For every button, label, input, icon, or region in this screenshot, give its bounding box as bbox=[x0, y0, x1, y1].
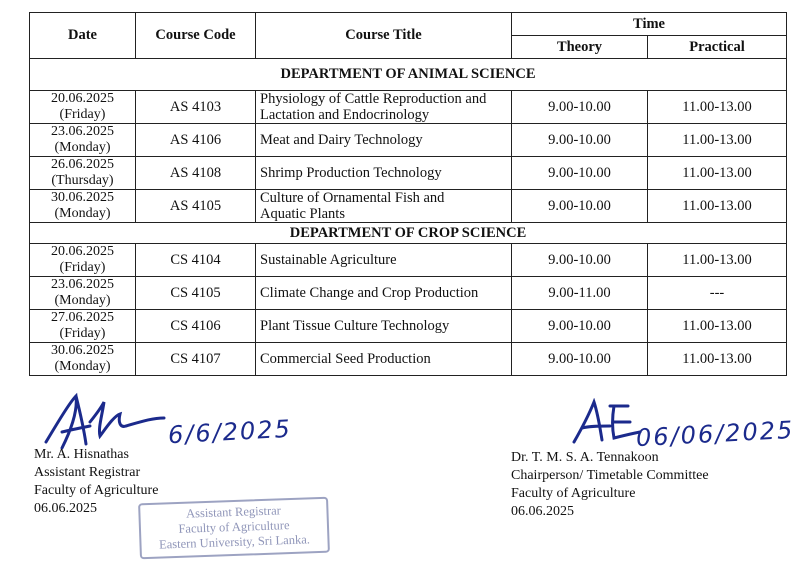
date-text: 27.06.2025 bbox=[51, 310, 114, 325]
day-text: (Friday) bbox=[59, 260, 106, 275]
table-row bbox=[30, 124, 787, 157]
header-theory: Theory bbox=[512, 36, 648, 59]
theory-time-cell: 9.00-10.00 bbox=[512, 190, 648, 223]
department-name: DEPARTMENT OF CROP SCIENCE bbox=[30, 223, 787, 244]
signatory-left-name: Mr. A. Hisnathas bbox=[34, 447, 129, 462]
course-code-cell: CS 4107 bbox=[136, 343, 256, 376]
date-cell bbox=[30, 343, 136, 376]
course-title-cell bbox=[256, 91, 512, 124]
official-stamp bbox=[138, 497, 330, 560]
signatory-right-date: 06.06.2025 bbox=[511, 504, 574, 519]
date-cell bbox=[30, 157, 136, 190]
date-text: 20.06.2025 bbox=[51, 244, 114, 259]
course-title-line1: Climate Change and Crop Production bbox=[260, 285, 479, 301]
header-course-title: Course Title bbox=[256, 13, 512, 59]
course-code-cell: AS 4108 bbox=[136, 157, 256, 190]
date-text: 23.06.2025 bbox=[51, 124, 114, 139]
practical-time-cell: 11.00-13.00 bbox=[648, 157, 787, 190]
course-title-line1: Commercial Seed Production bbox=[260, 351, 431, 367]
course-code-cell: AS 4105 bbox=[136, 190, 256, 223]
course-title-cell bbox=[256, 244, 512, 277]
stamp-line2: Faculty of Agriculture bbox=[178, 518, 290, 536]
date-cell bbox=[30, 91, 136, 124]
theory-time-cell: 9.00-10.00 bbox=[512, 343, 648, 376]
practical-time-cell: 11.00-13.00 bbox=[648, 91, 787, 124]
table-row bbox=[30, 244, 787, 277]
course-title-cell bbox=[256, 310, 512, 343]
day-text: (Friday) bbox=[59, 107, 106, 122]
course-title-cell bbox=[256, 343, 512, 376]
course-title-line1: Sustainable Agriculture bbox=[260, 252, 397, 268]
course-code-cell: AS 4103 bbox=[136, 91, 256, 124]
theory-time-cell: 9.00-11.00 bbox=[512, 277, 648, 310]
timetable bbox=[29, 12, 787, 376]
department-row bbox=[30, 59, 787, 91]
course-title-line1: Meat and Dairy Technology bbox=[260, 132, 423, 148]
day-text: (Monday) bbox=[54, 140, 111, 155]
date-text: 30.06.2025 bbox=[51, 343, 114, 358]
header-course-code: Course Code bbox=[136, 13, 256, 59]
theory-time-cell: 9.00-10.00 bbox=[512, 157, 648, 190]
practical-time-cell: 11.00-13.00 bbox=[648, 310, 787, 343]
table-row bbox=[30, 343, 787, 376]
table-row bbox=[30, 91, 787, 124]
day-text: (Thursday) bbox=[51, 173, 114, 188]
date-cell bbox=[30, 244, 136, 277]
course-code-cell: CS 4104 bbox=[136, 244, 256, 277]
day-text: (Monday) bbox=[54, 293, 111, 308]
course-title-cell bbox=[256, 124, 512, 157]
date-cell bbox=[30, 124, 136, 157]
course-code-cell: CS 4106 bbox=[136, 310, 256, 343]
practical-time-cell: 11.00-13.00 bbox=[648, 244, 787, 277]
day-text: (Monday) bbox=[54, 206, 111, 221]
department-row bbox=[30, 223, 787, 244]
practical-time-cell: --- bbox=[648, 277, 787, 310]
signatory-left-role: Assistant Registrar bbox=[34, 465, 141, 480]
course-title-line1: Plant Tissue Culture Technology bbox=[260, 318, 450, 334]
course-title-line1: Shrimp Production Technology bbox=[260, 165, 442, 181]
table-row bbox=[30, 310, 787, 343]
theory-time-cell: 9.00-10.00 bbox=[512, 124, 648, 157]
signatory-left-date: 06.06.2025 bbox=[34, 501, 97, 516]
date-text: 20.06.2025 bbox=[51, 91, 114, 106]
header-date: Date bbox=[30, 13, 136, 59]
department-name: DEPARTMENT OF ANIMAL SCIENCE bbox=[30, 59, 787, 91]
course-title-line1: Culture of Ornamental Fish and bbox=[260, 190, 445, 206]
theory-time-cell: 9.00-10.00 bbox=[512, 310, 648, 343]
course-code-cell: AS 4106 bbox=[136, 124, 256, 157]
signatory-right-faculty: Faculty of Agriculture bbox=[511, 486, 636, 501]
day-text: (Friday) bbox=[59, 326, 106, 341]
table-row bbox=[30, 277, 787, 310]
course-title-line2: Lactation and Endocrinology bbox=[260, 107, 430, 123]
date-text: 30.06.2025 bbox=[51, 190, 114, 205]
signatory-right-block bbox=[511, 449, 709, 521]
practical-time-cell: 11.00-13.00 bbox=[648, 343, 787, 376]
stamp-line1: Assistant Registrar bbox=[185, 503, 282, 521]
date-text: 23.06.2025 bbox=[51, 277, 114, 292]
course-title-cell bbox=[256, 190, 512, 223]
theory-time-cell: 9.00-10.00 bbox=[512, 244, 648, 277]
header-practical: Practical bbox=[648, 36, 787, 59]
header-time: Time bbox=[512, 13, 787, 36]
signature-left bbox=[40, 392, 170, 454]
day-text: (Monday) bbox=[54, 359, 111, 374]
handwritten-date-right: 06/06/2025 bbox=[635, 415, 795, 453]
date-cell bbox=[30, 310, 136, 343]
course-title-line1: Physiology of Cattle Reproduction and bbox=[260, 91, 487, 107]
signatory-right-role: Chairperson/ Timetable Committee bbox=[511, 468, 709, 483]
date-text: 26.06.2025 bbox=[51, 157, 114, 172]
date-cell bbox=[30, 277, 136, 310]
course-title-line2: Aquatic Plants bbox=[260, 206, 345, 222]
practical-time-cell: 11.00-13.00 bbox=[648, 124, 787, 157]
table-row bbox=[30, 190, 787, 223]
stamp-line3: Eastern University, Sri Lanka. bbox=[158, 532, 311, 552]
handwritten-date-left: 6/6/2025 bbox=[167, 414, 293, 450]
date-cell bbox=[30, 190, 136, 223]
signatory-left-faculty: Faculty of Agriculture bbox=[34, 483, 159, 498]
course-title-cell bbox=[256, 157, 512, 190]
table-row bbox=[30, 157, 787, 190]
course-code-cell: CS 4105 bbox=[136, 277, 256, 310]
theory-time-cell: 9.00-10.00 bbox=[512, 91, 648, 124]
signatory-right-name: Dr. T. M. S. A. Tennakoon bbox=[511, 450, 659, 465]
course-title-cell bbox=[256, 277, 512, 310]
practical-time-cell: 11.00-13.00 bbox=[648, 190, 787, 223]
